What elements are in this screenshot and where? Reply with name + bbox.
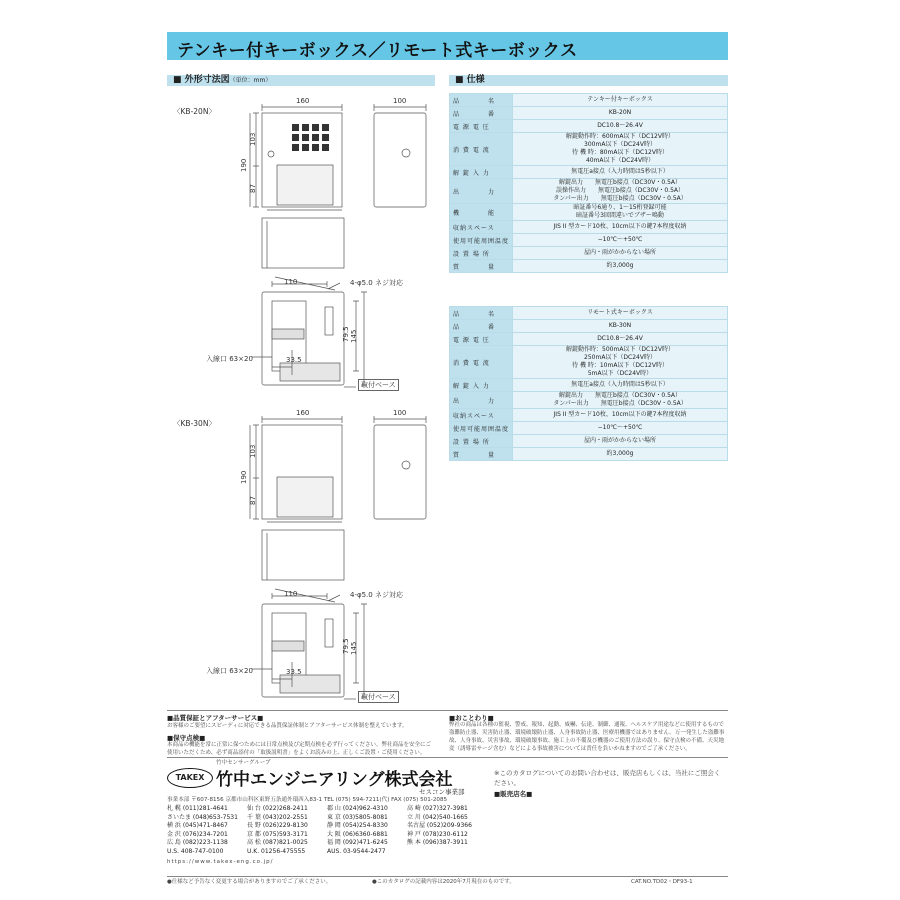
spec-value-line: 誤操作出力 無電圧b接点（DC30V・0.5A）	[556, 187, 685, 194]
dim-height-bottom: 87	[249, 496, 257, 505]
spec-value	[513, 166, 728, 179]
spec-key: 消 費 電 流	[450, 133, 513, 166]
spec-value	[513, 247, 728, 260]
office-entry: 郡 山 (024)962-4310	[327, 805, 388, 812]
office-entry: 東 京 (03)5805-8081	[327, 813, 388, 821]
spec-value	[513, 234, 728, 247]
spec-row	[450, 448, 728, 461]
dim-offset: 33.5	[286, 356, 302, 364]
contact-note: ※このカタログについてのお問い合わせは、販売店もしくは、当社にご照会ください。	[494, 769, 721, 787]
dimension-drawings	[160, 95, 445, 705]
spec-key: 収納スペース	[450, 409, 513, 422]
office-entry: 仙 台 (022)268-2411	[247, 805, 308, 812]
spec-row	[450, 204, 728, 221]
office-row	[167, 839, 487, 848]
spec-value-line: DC10.8〜26.4V	[597, 335, 643, 342]
spec-value-line: 約3,000g	[606, 262, 634, 269]
dim-front-width: 160	[296, 97, 310, 105]
dim-height-bottom: 87	[249, 184, 257, 193]
divider	[167, 710, 728, 711]
spec-table-kb20n	[449, 93, 728, 273]
spec-value	[513, 120, 728, 133]
catalog-number: CAT.NO.TD02・DF93-1	[631, 879, 693, 885]
spec-key: 消 費 電 流	[450, 346, 513, 379]
spec-value-line: JIS II 型カード10枚、10cm以下の鍵7本程度収納	[553, 223, 687, 230]
maint-text: 本商品の機能を常に正常に保つためには日常点検及び定期点検を必ず行ってください。弊社商品を安全にご使用いただくため、必ず商品添付の「取扱説明書」をよくお読みの上、正しくご設置・ご使用ください。	[167, 742, 432, 756]
spec-row	[450, 435, 728, 448]
office-entry: 名古屋 (052)209-9366	[407, 822, 472, 829]
spec-value	[513, 133, 728, 166]
spec-row	[450, 179, 728, 204]
spec-row	[450, 409, 728, 422]
spec-value-line: 屋内・雨がかからない場所	[584, 437, 657, 444]
spec-value-line: タンパー出力 無電圧b接点（DC30V・0.5A）	[553, 400, 687, 407]
office-entry: U.K. 01256-475555	[247, 847, 306, 855]
office-entry: 金 沢 (076)234-7201	[167, 830, 228, 838]
spec-row	[450, 379, 728, 392]
spec-value-line: 5mA以下（DC24V時）	[587, 370, 653, 377]
spec-value-line: 解錠動作時：600mA以下（DC12V時）	[566, 133, 674, 140]
spec-table-kb30n	[449, 306, 728, 461]
office-entry: 横 浜 (045)471-8467	[167, 822, 228, 829]
dimensions-heading: ■ 外形寸法図（単位：mm）	[167, 75, 435, 86]
office-row	[167, 805, 487, 814]
spec-key: 出 力	[450, 179, 513, 204]
spec-row	[450, 422, 728, 435]
dim-mount-h2: 145	[350, 329, 358, 343]
maint-title: ■保守点検■	[167, 734, 206, 742]
dim-height-total: 190	[240, 470, 248, 484]
takex-logo: TAKEX	[167, 768, 213, 788]
inlet-label: 入線口 63×20	[206, 355, 253, 363]
spec-key: 品 番	[450, 320, 513, 333]
dim-mount-h1: 79.5	[342, 638, 350, 654]
hq-address: 事業本部 〒607-8156 京都市山科区東野五条通外環西入83-1 TEL (075) 594-7211(代) FAX (075) 501-2085	[167, 797, 448, 803]
office-entry	[407, 848, 487, 857]
page-title: テンキー付キーボックス／リモート式キーボックス	[177, 41, 578, 61]
spec-value	[513, 107, 728, 120]
caution-title: ■おことわり■	[449, 714, 494, 722]
keypad-icon	[292, 124, 329, 151]
footer-note: ●仕様など予告なく変更する場合がありますのでご了承ください。	[167, 879, 332, 885]
dim-height-top: 103	[249, 132, 257, 146]
spec-value	[513, 379, 728, 392]
spec-key: 質 量	[450, 448, 513, 461]
spec-value	[513, 409, 728, 422]
spec-key: 品 番	[450, 107, 513, 120]
office-entry: 福 岡 (092)471-6245	[327, 839, 388, 846]
office-entry: 札 幌 (011)281-4641	[167, 805, 228, 812]
spec-key: 品 名	[450, 94, 513, 107]
spec-key: 機 能	[450, 204, 513, 221]
spec-row	[450, 260, 728, 273]
dim-height-total: 190	[240, 158, 248, 172]
office-entry: 立 川 (042)540-1665	[407, 813, 468, 821]
office-entry: 熊 本 (096)387-3911	[407, 839, 468, 846]
spec-row	[450, 221, 728, 234]
specs-heading: ■ 仕様	[449, 75, 728, 86]
divider	[167, 757, 728, 758]
dim-side-width: 100	[393, 409, 407, 417]
office-entry: 長 野 (026)229-8130	[247, 822, 308, 829]
spec-row	[450, 166, 728, 179]
spec-value-line: −10℃〜+50℃	[597, 424, 643, 431]
spec-value-line: 無電圧a接点（入力時間は5秒以下）	[571, 168, 669, 175]
spec-key: 使用可能周囲温度	[450, 234, 513, 247]
dim-front-width: 160	[296, 409, 310, 417]
dealer-label: ■販売店名■	[494, 790, 533, 798]
base-label: 取付ベース	[358, 379, 399, 391]
dim-height-top: 103	[249, 444, 257, 458]
spec-value-line: 暗証番号6通り、1〜15桁登録可能	[573, 204, 667, 211]
spec-value	[513, 260, 728, 273]
office-entry: AUS. 03-9544-2477	[327, 847, 386, 855]
spec-value-line: 解錠出力 無電圧b接点（DC30V・0.5A）	[559, 179, 682, 186]
spec-key: 使用可能周囲温度	[450, 422, 513, 435]
group-label: 竹中センサーグループ	[216, 760, 271, 766]
office-entry: 高 崎 (027)327-3981	[407, 805, 468, 812]
dim-side-width: 100	[393, 97, 407, 105]
office-entry: 静 岡 (054)254-8330	[327, 822, 388, 829]
spec-key: 解 錠 入 力	[450, 379, 513, 392]
spec-value-line: JIS II 型カード10枚、10cm以下の鍵7本程度収納	[553, 411, 687, 418]
divider	[167, 876, 728, 877]
office-row	[167, 831, 487, 840]
spec-row	[450, 320, 728, 333]
title-bar	[167, 32, 728, 60]
spec-row	[450, 247, 728, 260]
spec-row	[450, 94, 728, 107]
spec-row	[450, 107, 728, 120]
office-entry: 京 都 (075)593-3171	[247, 830, 308, 838]
spec-value-line: 250mA以下（DC24V時）	[584, 354, 656, 361]
spec-value	[513, 94, 728, 107]
office-list	[167, 805, 487, 856]
spec-row	[450, 307, 728, 320]
office-entry: 千 葉 (043)202-2551	[247, 813, 308, 821]
spec-value-line: 暗証番号3回間違いでブザー鳴動	[576, 212, 664, 219]
office-entry: U.S. 408-747-0100	[167, 847, 224, 855]
spec-row	[450, 392, 728, 409]
spec-value-line: 約3,000g	[606, 450, 634, 457]
spec-row	[450, 346, 728, 379]
spec-value	[513, 333, 728, 346]
spec-row	[450, 234, 728, 247]
spec-value-line: 無電圧a接点（入力時間は5秒以下）	[571, 381, 669, 388]
dim-mount-width: 110	[284, 278, 298, 286]
dim-mount-width: 110	[284, 590, 298, 598]
spec-value-line: 解錠出力 無電圧b接点（DC30V・0.5A）	[559, 392, 682, 399]
spec-value	[513, 320, 728, 333]
office-entry: さいたま (048)653-7531	[167, 813, 238, 821]
office-entry: 広 島 (082)223-1138	[167, 839, 228, 846]
model-label-kb20n: 〈KB-20N〉	[173, 107, 216, 116]
spec-key: 電 源 電 圧	[450, 120, 513, 133]
spec-value	[513, 392, 728, 409]
division-label: セスコン事業部	[419, 788, 465, 796]
spec-row	[450, 333, 728, 346]
spec-key: 設 置 場 所	[450, 435, 513, 448]
office-entry: 神 戸 (078)230-6112	[407, 830, 468, 838]
spec-value-line: テンキー付キーボックス	[587, 96, 653, 103]
spec-key: 品 名	[450, 307, 513, 320]
office-row	[167, 822, 487, 831]
quality-title: ■品質保証とアフターサービス■	[167, 714, 264, 722]
spec-key: 収納スペース	[450, 221, 513, 234]
dim-mount-h2: 145	[350, 641, 358, 655]
office-entry: 高 松 (087)821-0025	[247, 839, 308, 846]
spec-value	[513, 346, 728, 379]
spec-value	[513, 435, 728, 448]
dim-mount-h1: 79.5	[342, 326, 350, 342]
screw-label: 4-φ5.0 ネジ対応	[350, 279, 403, 287]
spec-value	[513, 448, 728, 461]
spec-value-line: KB-20N	[608, 109, 632, 116]
company-name: 竹中エンジニアリング株式会社	[216, 770, 453, 790]
model-label-kb30n: 〈KB-30N〉	[173, 419, 216, 428]
spec-value-line: タンパー出力 無電圧b接点（DC30V・0.5A）	[553, 195, 687, 202]
base-label: 取付ベース	[358, 691, 399, 703]
caution-text: 弊社の商品は各種の監視、警戒、報知、起動、威嚇、伝達、制御、通報、ヘルスケア用途などに使用するもので盗難防止器、災害防止器、環境破壊防止器、人身事故防止器、医療用機器ではありません。万一発生した盗難事故、人身事故、災害事故、環境破壊事故、施工上の不備及び機器のご使用方法の誤り、保守点検の不備、天災地変（誘導雷サージ含む）などによる事故被害については責任を負いかねますのでご了承ください。	[449, 722, 725, 752]
spec-key: 出 力	[450, 392, 513, 409]
spec-value	[513, 307, 728, 320]
spec-key: 電 源 電 圧	[450, 333, 513, 346]
spec-value-line: KB-30N	[608, 322, 632, 329]
spec-value	[513, 422, 728, 435]
spec-key: 解 錠 入 力	[450, 166, 513, 179]
spec-row	[450, 120, 728, 133]
spec-value-line: リモート式キーボックス	[587, 309, 653, 316]
spec-value-line: 待 機 時：80mA以下（DC12V時）	[572, 149, 668, 156]
spec-value-line: 解錠動作時：500mA以下（DC12V時）	[566, 346, 674, 353]
spec-value	[513, 221, 728, 234]
spec-value-line: −10℃〜+50℃	[597, 236, 643, 243]
spec-value	[513, 179, 728, 204]
spec-value-line: 40mA以下（DC24V時）	[585, 157, 655, 164]
spec-value-line: DC10.8〜26.4V	[597, 122, 643, 129]
inlet-label: 入線口 63×20	[206, 667, 253, 675]
spec-key: 質 量	[450, 260, 513, 273]
company-url[interactable]: https://www.takex-eng.co.jp/	[167, 859, 274, 865]
spec-value-line: 屋内・雨がかからない場所	[584, 249, 657, 256]
spec-row	[450, 133, 728, 166]
footer-date: ●このカタログの記載内容は2020年7月現在のものです。	[372, 879, 515, 885]
office-row	[167, 848, 487, 857]
screw-label: 4-φ5.0 ネジ対応	[350, 591, 403, 599]
spec-key: 設 置 場 所	[450, 247, 513, 260]
office-row	[167, 814, 487, 823]
spec-value	[513, 204, 728, 221]
dim-offset: 33.5	[286, 668, 302, 676]
spec-value-line: 待 機 時：10mA以下（DC12V時）	[572, 362, 668, 369]
office-entry: 大 阪 (06)6360-6881	[327, 830, 388, 838]
spec-value-line: 300mA以下（DC24V時）	[584, 141, 656, 148]
quality-text: お客様のご要望にスピーディに対応できる品質保証体制とアフターサービス体制を整えています。	[167, 723, 408, 729]
